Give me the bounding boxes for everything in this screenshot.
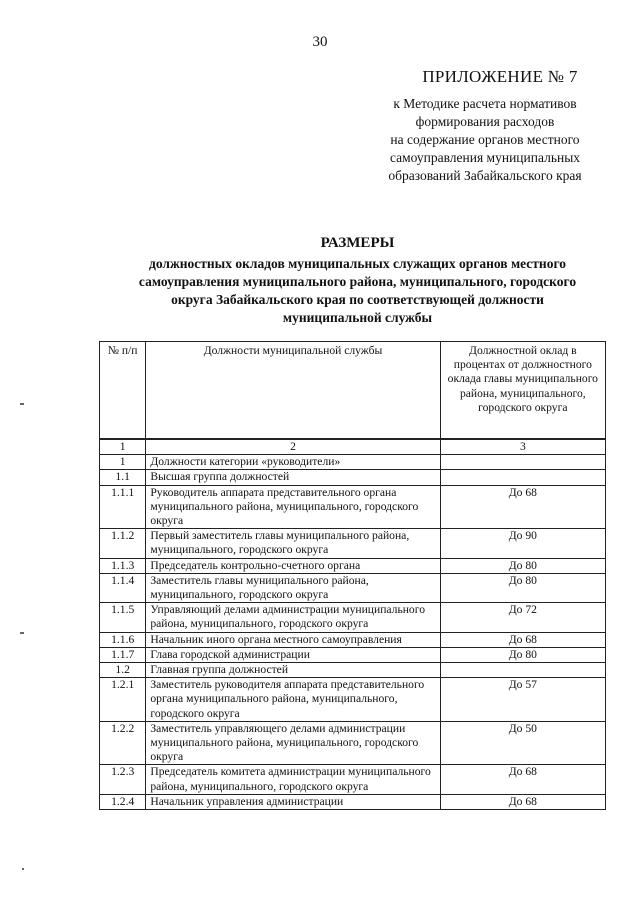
row-salary: До 80 (440, 647, 605, 662)
table-row (100, 663, 606, 678)
salary-table (99, 341, 606, 810)
row-number: 1.2.4 (100, 794, 146, 809)
row-salary: До 72 (440, 603, 605, 632)
row-salary: До 68 (440, 485, 605, 529)
column-number: 2 (146, 439, 440, 455)
appendix-subtitle-line: формирования расходов (415, 114, 555, 129)
row-salary: До 68 (440, 632, 605, 647)
row-position: Высшая группа должностей (146, 470, 440, 485)
table-row (100, 632, 606, 647)
row-salary (440, 663, 605, 678)
row-salary: До 90 (440, 529, 605, 558)
table-row (100, 573, 606, 602)
row-salary: До 68 (440, 765, 605, 794)
row-number: 1.1.7 (100, 647, 146, 662)
table-row (100, 485, 606, 529)
document-title: РАЗМЕРЫ (320, 235, 395, 251)
appendix-subtitle-line: образований Забайкальского края (388, 168, 582, 183)
row-number: 1.1.3 (100, 558, 146, 573)
row-number: 1.1.1 (100, 485, 146, 529)
row-position: Руководитель аппарата представительного органа муниципального района, муниципального, городского округа (146, 485, 440, 529)
row-position: Управляющий делами администрации муниципального района, муниципального, городского округа (146, 603, 440, 632)
row-position: Глава городской администрации (146, 647, 440, 662)
row-number: 1.2.3 (100, 765, 146, 794)
scan-mark (20, 403, 24, 405)
row-number: 1.1.5 (100, 603, 146, 632)
table-header-row (100, 342, 606, 440)
header-num: № п/п (100, 342, 146, 440)
appendix-subtitle-line: на содержание органов местного (390, 132, 580, 147)
table-row (100, 455, 606, 470)
row-salary: До 80 (440, 573, 605, 602)
row-number: 1.2 (100, 663, 146, 678)
row-number: 1.2.1 (100, 678, 146, 722)
row-position: Первый заместитель главы муниципального района, муниципального, городского округа (146, 529, 440, 558)
row-number: 1.1.6 (100, 632, 146, 647)
table-row (100, 765, 606, 794)
header-salary: Должностной оклад в процентах от должностного оклада главы муниципального района, муниципального, городского округа (440, 342, 605, 440)
row-position: Главная группа должностей (146, 663, 440, 678)
row-number: 1.1.2 (100, 529, 146, 558)
row-position: Заместитель управляющего делами администрации муниципального района, муниципального, городского округа (146, 721, 440, 765)
row-position: Заместитель главы муниципального района, муниципального, городского округа (146, 573, 440, 602)
table-row (100, 470, 606, 485)
row-number: 1.1.4 (100, 573, 146, 602)
row-salary: До 80 (440, 558, 605, 573)
table-row (100, 794, 606, 809)
header-position: Должности муниципальной службы (146, 342, 440, 440)
row-number: 1.2.2 (100, 721, 146, 765)
table-row (100, 721, 606, 765)
row-salary (440, 470, 605, 485)
row-position: Начальник управления администрации (146, 794, 440, 809)
row-salary: До 68 (440, 794, 605, 809)
table-row (100, 678, 606, 722)
table-row (100, 558, 606, 573)
row-position: Председатель контрольно-счетного органа (146, 558, 440, 573)
scan-mark (22, 868, 24, 870)
row-position: Начальник иного органа местного самоуправления (146, 632, 440, 647)
table-row (100, 603, 606, 632)
appendix-subtitle-line: самоуправления муниципальных (389, 150, 581, 165)
column-numbers-row (100, 439, 606, 455)
table-row (100, 647, 606, 662)
row-salary: До 57 (440, 678, 605, 722)
row-position: Должности категории «руководители» (146, 455, 440, 470)
page-number: 30 (312, 34, 328, 50)
appendix-title: ПРИЛОЖЕНИЕ № 7 (422, 67, 578, 86)
row-position: Заместитель руководителя аппарата представительного органа муниципального района, муниципального, городского округа (146, 678, 440, 722)
row-number: 1 (100, 455, 146, 470)
column-number: 1 (100, 439, 146, 455)
table-row (100, 529, 606, 558)
appendix-subtitle (360, 95, 610, 185)
document-subtitle-line: округа Забайкальского края по соответствующей должности (171, 292, 544, 307)
column-number: 3 (440, 439, 605, 455)
document-subtitle-line: должностных окладов муниципальных служащих органов местного (148, 256, 566, 271)
appendix-subtitle-line: к Методике расчета нормативов (393, 96, 577, 111)
row-number: 1.1 (100, 470, 146, 485)
row-position: Председатель комитета администрации муниципального района, муниципального, городского округа (146, 765, 440, 794)
document-subtitle-line: самоуправления муниципального района, муниципального, городского (138, 274, 577, 289)
row-salary (440, 455, 605, 470)
document-subtitle-line: муниципальной службы (282, 310, 433, 325)
scan-mark (20, 632, 24, 634)
document-subtitle (100, 255, 615, 327)
row-salary: До 50 (440, 721, 605, 765)
